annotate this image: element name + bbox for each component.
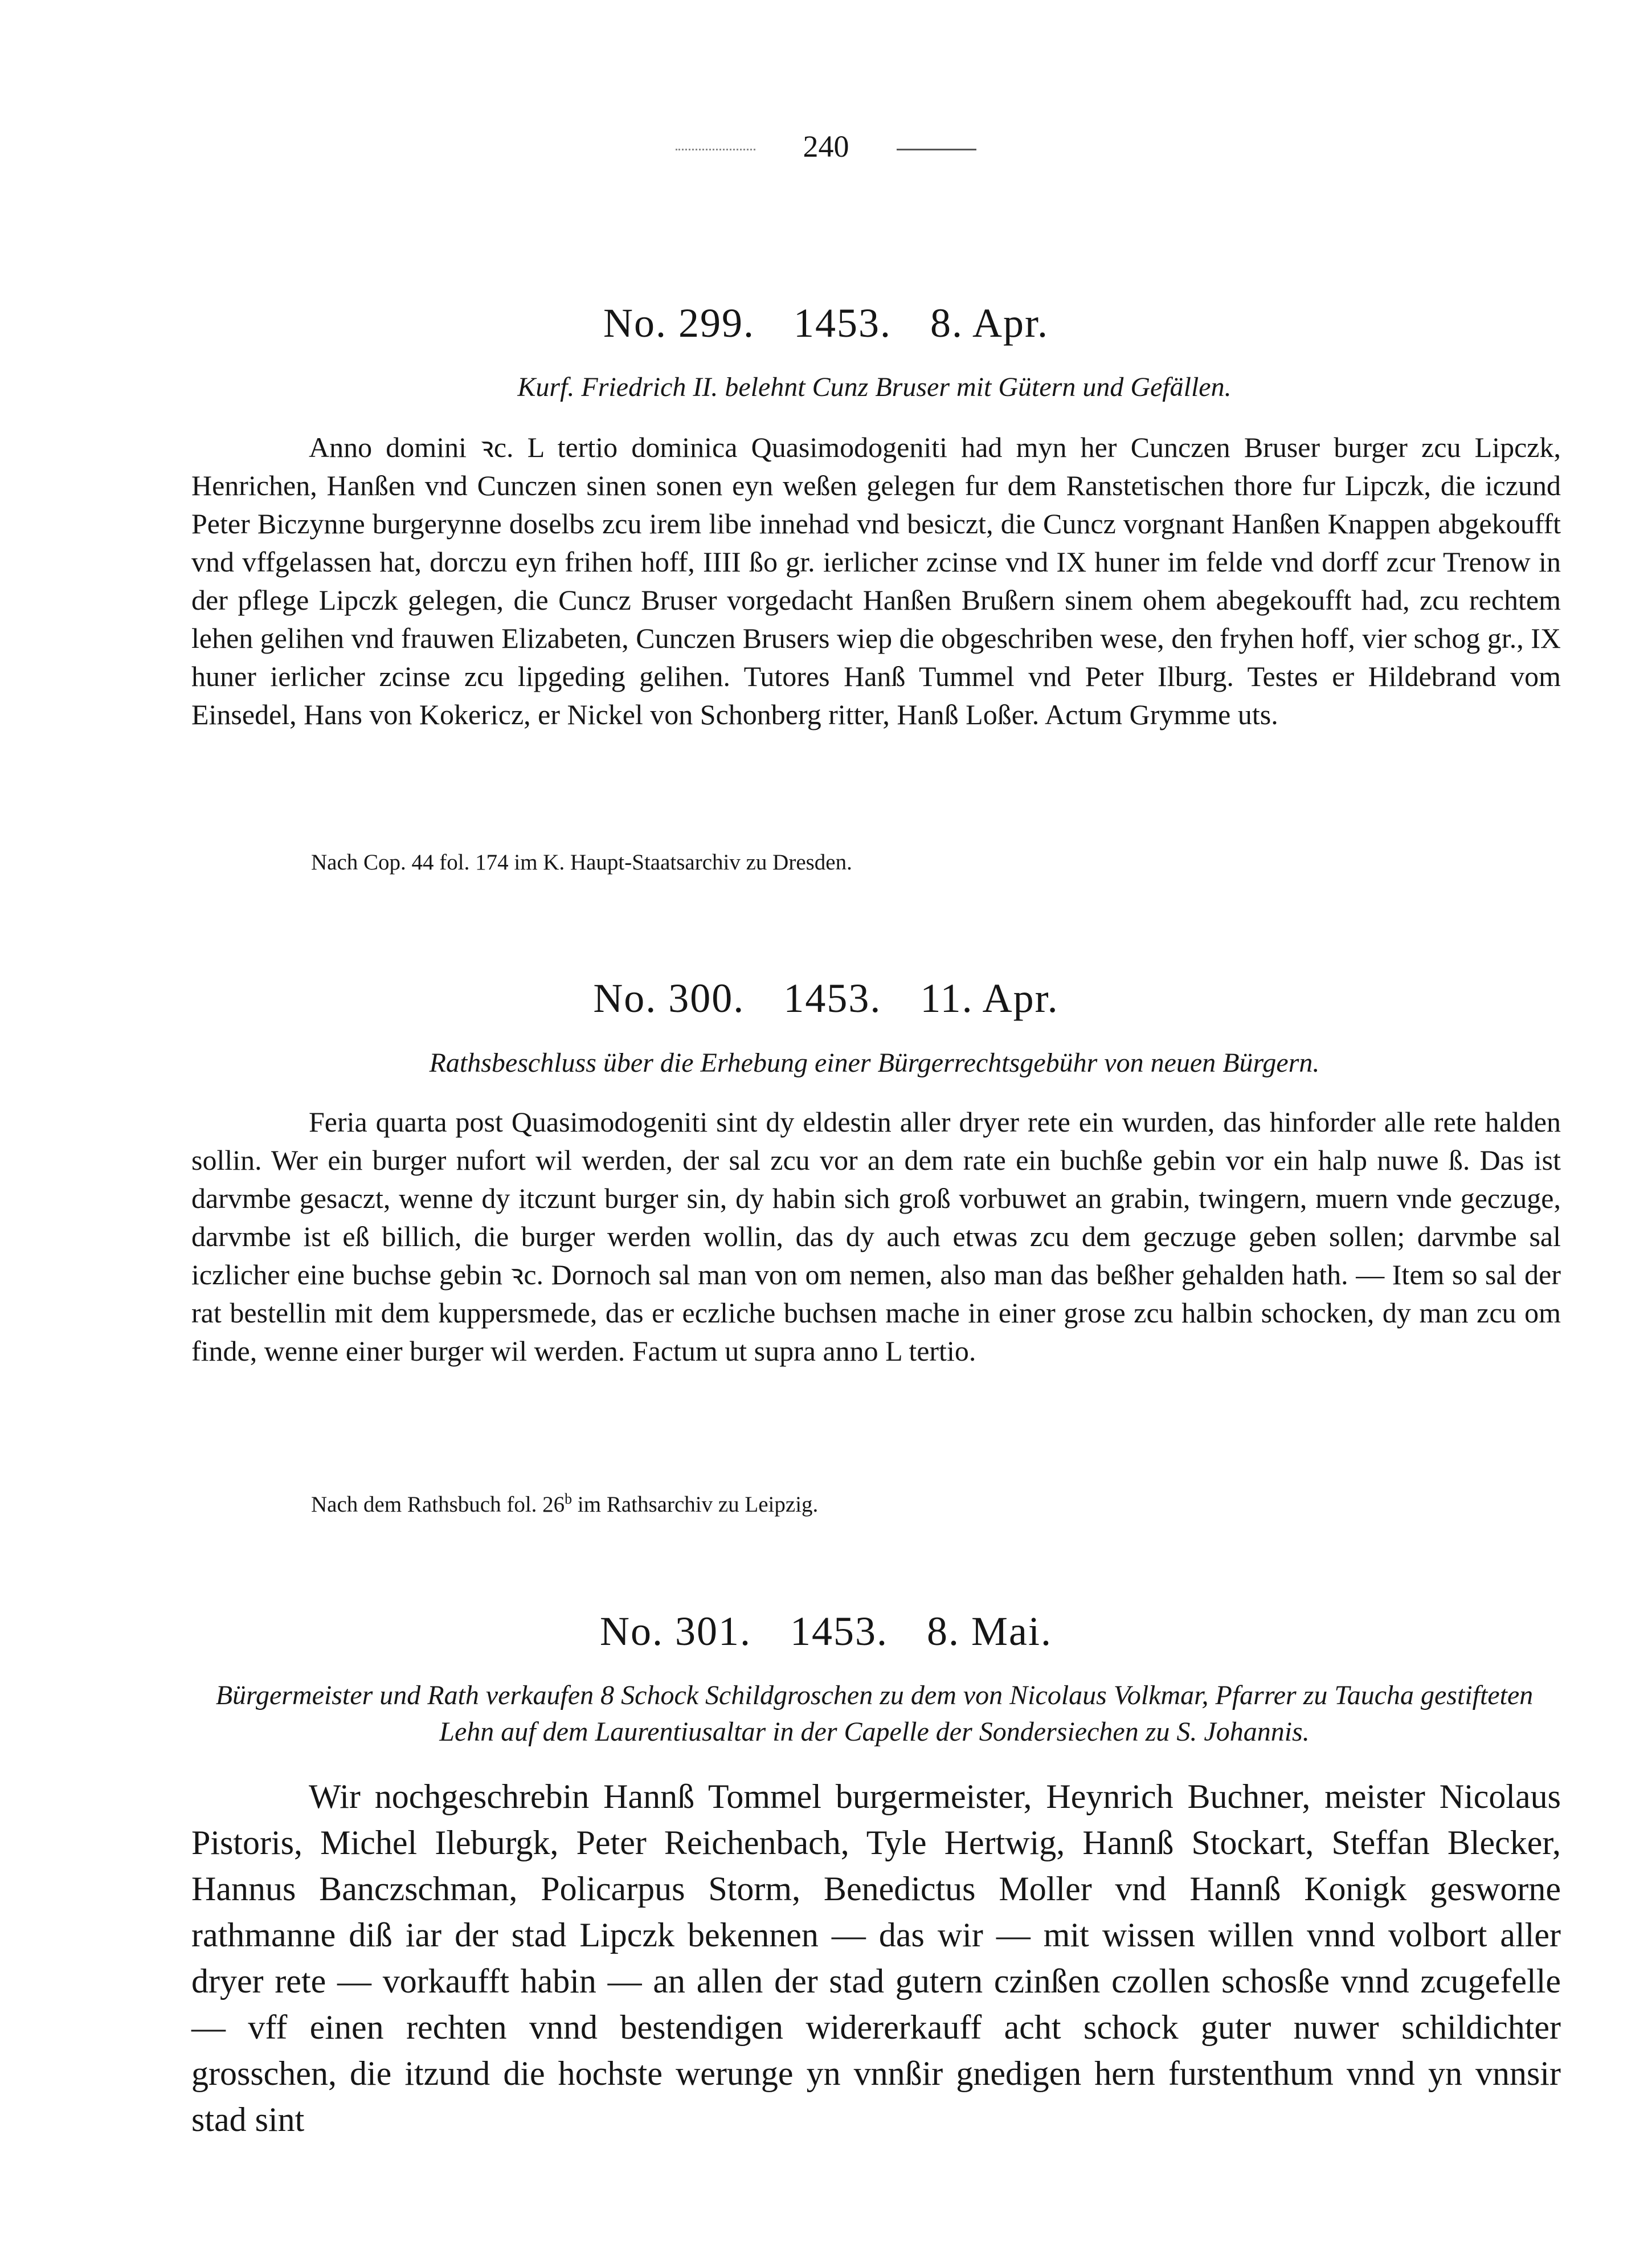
document-299-heading — [0, 297, 1652, 349]
document-year: 1453. — [783, 975, 882, 1021]
document-301-text: Wir nochgeschrebin Hannß Tommel burgermeister, Heynrich Buchner, meister Nicolaus Pistoris, Michel Ileburgk, Peter Reichenbach, Tyle Hertwig, Hannß Stockart, Steffan Blecker, Hannus Banczschman, Policarpus Storm, Benedictus Moller vnd Hannß Konigk gesworne rathmanne diß iar der stad Lipczk bekennen — das wir — mit wissen willen vnnd volbort aller dryer rete — vorkaufft habin — an allen der stad gutern czinßen czollen schosße vnnd zcugefelle — vff einen rechten vnnd bestendigen widererkauff acht schock guter nuwer schildichter grosschen, die itzund die hochste werunge yn vnnßir gnedigen hern furstenthum vnnd yn vnnsir stad sint — [191, 1778, 1561, 2138]
document-301-heading — [0, 1606, 1652, 1657]
document-number: No. 300. — [593, 975, 745, 1021]
document-299-summary: Kurf. Friedrich II. belehnt Cunz Bruser mit Gütern und Gefällen. — [517, 372, 1232, 402]
document-299-source: Nach Cop. 44 fol. 174 im K. Haupt-Staatsarchiv zu Dresden. — [311, 850, 852, 875]
document-300-summary: Rathsbeschluss über die Erhebung einer Bürgerrechtsgebühr von neuen Bürgern. — [429, 1048, 1320, 1078]
document-300-source — [311, 1484, 818, 1520]
document-301-summary: Bürgermeister und Rath verkaufen 8 Schock Schildgroschen zu dem von Nicolaus Volkmar, Pfarrer zu Taucha gestifteten Lehn auf dem Laurentiusaltar in der Capelle der Sondersiechen zu S. Johannis. — [215, 1680, 1534, 1747]
document-300-heading — [0, 973, 1652, 1024]
document-year: 1453. — [793, 300, 892, 346]
document-number: No. 299. — [603, 300, 755, 346]
document-300-text: Feria quarta post Quasimodogeniti sint dy eldestin aller dryer rete ein wurden, das hinforder alle rete halden sollin. Wer ein burger nufort wil werden, der sal zcu vor an dem rate ein buchße gebin vor ein halp nuwe ß. Das ist darvmbe gesaczt, wenne dy itczunt burger sin, dy habin sich groß vorbuwet an grabin, twingern, muern vnde geczuge, darvmbe ist eß billich, die burger werden wollin, das dy auch etwas zcu dem geczuge geben sollen; darvmbe sal iczlicher eine buchse gebin ꝛc. Dornoch sal man von om nemen, also man das beßher gehalden hath. — Item so sal der rat bestellin mit dem kuppersmede, das er eczliche buchsen mache in einer grose zcu halbin schocken, dy man zcu om finde, wenne einer burger wil werden. Factum ut supra anno L tertio. — [191, 1106, 1561, 1367]
document-date: 8. Apr. — [930, 300, 1049, 346]
header-rule-right — [897, 149, 976, 150]
document-date: 11. Apr. — [920, 975, 1059, 1021]
document-year: 1453. — [790, 1608, 888, 1654]
source-text: Nach dem Rathsbuch fol. 26 — [311, 1492, 565, 1517]
document-299-text: Anno domini ꝛc. L tertio dominica Quasimodogeniti had myn her Cunczen Bruser burger zcu Lipczk, Henrichen, Hanßen vnd Cunczen sinen sonen eyn weßen gelegen fur dem Ranstetischen thore fur Lipczk, die iczund Peter Biczynne burgerynne doselbs zcu irem libe innehad vnd besiczt, die Cuncz vorgnant Hanßen Knappen abgekoufft vnd vffgelassen hat, dorczu eyn frihen hoff, IIII ßo gr. ierlicher zcinse vnd IX huner im felde vnd dorff zcur Trenow in der pflege Lipczk gelegen, die Cuncz Bruser vorgedacht Hanßen Brußern sinem ohem abegekoufft had, zcu rechtem lehen gelihen vnd frauwen Elizabeten, Cunczen Brusers wiep die obgeschriben wese, den fryhen hoff, vier schog gr., IX huner ierlicher zcinse zcu lipgeding gelihen. Tutores Hanß Tummel vnd Peter Ilburg. Testes er Hildebrand vom Einsedel, Hans von Kokericz, er Nickel von Schonberg ritter, Hanß Loßer. Actum Grymme uts. — [191, 431, 1561, 730]
page-number: 240 — [803, 129, 849, 164]
source-archive: im Rathsarchiv zu Leipzig. — [572, 1492, 819, 1517]
page-header — [0, 126, 1652, 166]
document-date: 8. Mai. — [927, 1608, 1052, 1654]
document-number: No. 301. — [600, 1608, 751, 1654]
source-folio-side: b — [565, 1491, 573, 1507]
header-rule-left — [676, 149, 755, 150]
